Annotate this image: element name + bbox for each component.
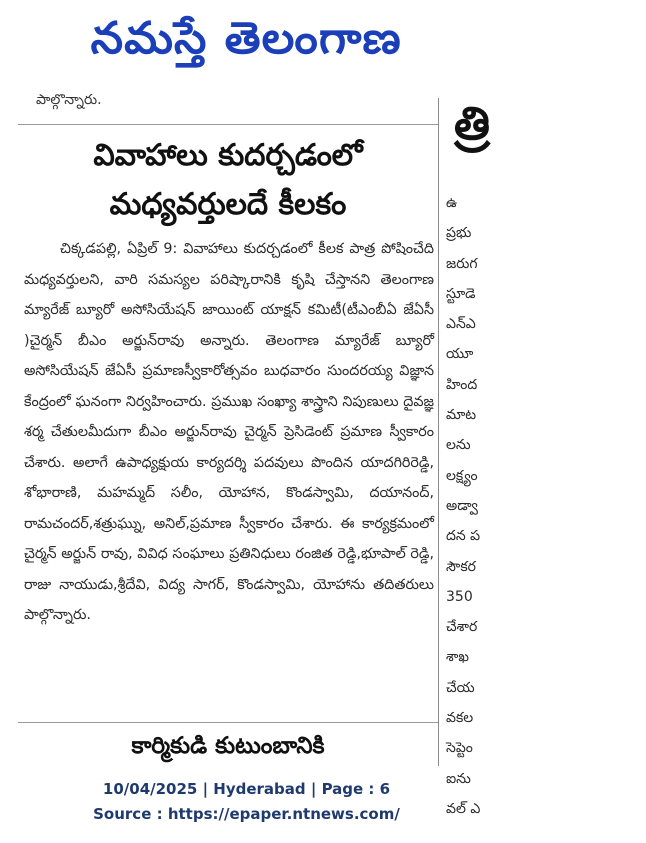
article-bottom-rule — [18, 722, 438, 723]
adjacent-text-line: లక్ష్యం — [446, 467, 478, 484]
adjacent-text-line: దన ప — [446, 528, 481, 545]
newspaper-logo-title: నమస్తే తెలంగాణ — [90, 13, 403, 64]
footer-source: Source : https://epaper.ntnews.com/ — [93, 805, 400, 823]
adjacent-text-line: చేయ — [446, 679, 475, 696]
next-article-headline: కార్మికుడి కుటుంబానికి — [131, 733, 325, 759]
adjacent-text-line: లను — [446, 437, 471, 454]
adjacent-text-line: చేశార — [446, 619, 478, 636]
previous-article-fragment: పాల్గొన్నారు. — [36, 92, 102, 108]
adjacent-text-line: ఉ — [446, 195, 458, 211]
adjacent-text-line: వల్ ఎ — [446, 800, 481, 817]
adjacent-text-line: ఐను — [446, 770, 471, 787]
adjacent-text-line: వకల — [446, 710, 474, 727]
masthead — [0, 0, 493, 88]
adjacent-article-text — [446, 188, 646, 824]
adjacent-text-line: స్టూడె — [446, 285, 476, 302]
adjacent-article-column — [446, 96, 493, 817]
adjacent-text-line: ప్రభు — [446, 225, 472, 242]
article-headline-line-2: మధ్యవర్తులదే కీలకం — [109, 187, 347, 222]
adjacent-text-line: సౌకర — [446, 558, 476, 575]
adjacent-text-line: శాఖ — [446, 649, 469, 666]
adjacent-text-line: ఎన్ఎ — [446, 316, 476, 333]
footer-date-edition: 10/04/2025 | Hyderabad | Page : 6 — [102, 780, 391, 798]
adjacent-text-line: 350 — [446, 588, 473, 605]
adjacent-text-line: అడ్వా — [446, 497, 478, 514]
adjacent-text-line: యూ — [446, 346, 474, 363]
headline-top-rule — [18, 124, 438, 125]
article-body-text: చిక్కడపల్లి, ఏప్రిల్ 9: వివాహాలు కుదర్చడంలో కీలక పాత్ర పోషించేది మధ్యవర్తులని, వారి సమస్యల పరిష్కారానికి కృషి చేస్తానని తెలంగాణ మ్యారేజ్ బ్యూరో అసోసియేషన్ జాయింట్ యాక్షన్ కమిటీ(టీఎంబీఏ జేఏసీ )చైర్మన్ బీఎం అర్జున్‌రావు అన్నారు. తెలంగాణ మ్యారేజ్ బ్యూరో అసోసియేషన్ జేఏసీ ప్రమాణస్వీకారోత్సవం బుధవారం సుందరయ్య విజ్ఞాన కేంద్రంలో ఘనంగా నిర్వహించారు. ప్రముఖ సంఖ్యా శాస్త్రాని నిపుణులు దైవజ్ఞ శర్మ చేతులమీదుగా బీఎం అర్జున్‌రావు చైర్మన్ ప్రెసిడెంట్ ప్రమాణ స్వీకారం చేశారు. అలాగే ఉపాధ్యక్షుయ కార్యదర్శి పదవులు పొందిన యాదగిరిరెడ్డి, శోభారాణి, మహమ్మద్ సలీం, యోహాన, కొండస్వామి, దయానంద్, రామచందర్,శత్రుఘ్ను, అనిల్,ప్రమాణ స్వీకారం చేశారు. ఈ కార్యక్రమంలో చైర్మన్ అర్జున్ రావు, వివిధ సంఘాలు ప్రతినిధులు రంజిత రెడ్డి,భూపాల్ రెడ్డి, రాజు నాయుడు,శ్రీదేవి, విద్య సాగర్, కొండస్వామి, యోహాను తదితరులు పాల్గొన్నారు. — [24, 241, 434, 623]
adjacent-text-line: హింద — [446, 376, 478, 393]
article-headline-line-1: వివాహాలు కుదర్చడంలో — [93, 138, 363, 173]
article-body — [24, 234, 434, 631]
adjacent-text-line: సెప్టెం — [446, 740, 473, 757]
column-divider — [438, 98, 439, 766]
adjacent-text-line: జరుగ — [446, 255, 478, 272]
adjacent-text-line: మాట — [446, 407, 477, 424]
adjacent-headline-fragment: త్రి — [454, 96, 490, 150]
